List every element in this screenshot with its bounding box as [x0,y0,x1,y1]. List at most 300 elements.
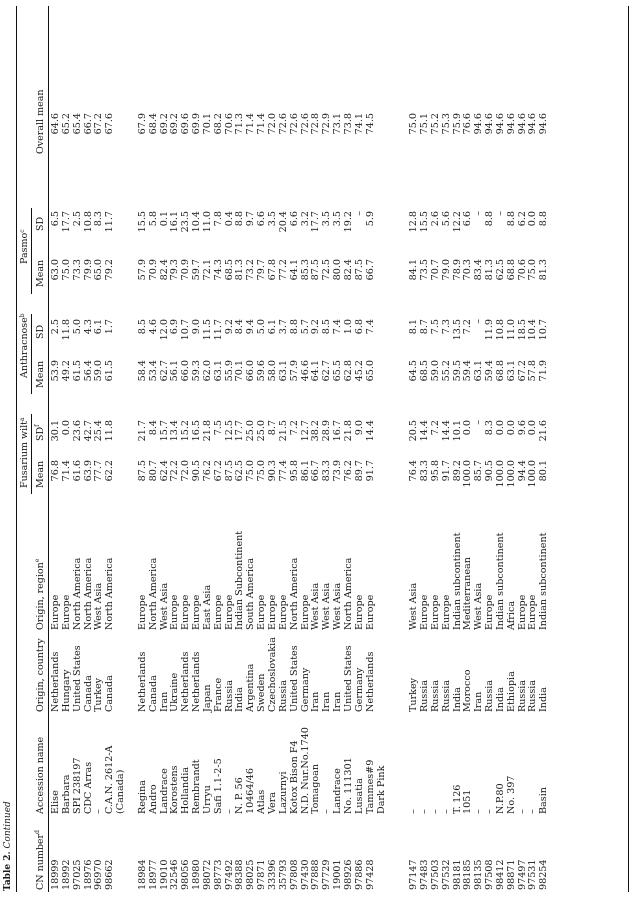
fusarium-sd-cell: 20.5 [408,420,420,442]
anthracnose-mean-cell: 63.1 [473,360,485,382]
overall-mean-cell: 75.0 [408,113,420,135]
fusarium-sd-cell: 0.0 [462,420,474,436]
accession-name-cell: – [516,809,528,814]
table-row [431,0,442,900]
fusarium-mean-cell: 76.8 [50,460,61,482]
origin-region-cell: Europe [50,594,61,630]
cn-number-cell: 97430 [299,859,311,890]
cn-number-cell: 18980 [191,859,202,890]
origin-country-cell: Turkey [408,677,420,712]
accession-name-cell: – [223,809,235,814]
anthracnose-mean-header: Mean [35,360,46,388]
pasmo-mean-cell: 79.0 [440,259,452,281]
overall-mean-cell: 71.4 [256,113,268,135]
fusarium-mean-cell: 89.2 [451,460,463,482]
overall-mean-cell: 71.3 [234,113,246,135]
origin-region-cell: West Asia [93,582,105,630]
anthracnose-mean-cell: 59.3 [191,360,202,382]
origin-region-cell: Europe [516,594,528,630]
anthracnose-sd-cell: 12.0 [158,319,170,341]
accession-name-cell: Landrace [332,768,344,814]
origin-region-cell: North America [288,557,300,630]
cn-number-cell: 33396 [267,859,278,890]
anthracnose-mean-cell: 59.5 [451,360,463,382]
origin-region-cell: Indian Subcontinent [234,530,246,630]
pasmo-sd-cell: 15.5 [136,211,148,233]
pasmo-mean-cell: 75.0 [60,259,72,281]
pasmo-sd-cell: 7.8 [212,211,224,227]
pasmo-sd-cell: 0.1 [158,211,170,227]
table-row [268,0,279,900]
origin-region-cell: West Asia [158,582,170,630]
anthracnose-sd-cell: 8.7 [418,319,430,335]
origin-country-cell: France [212,677,224,712]
fusarium-mean-cell: 87.5 [136,460,148,482]
overall-mean-cell: 75.2 [429,113,441,135]
pasmo-sd-cell: 2.5 [71,211,83,227]
origin-region-cell: North America [147,557,159,630]
anthracnose-mean-cell: 62.7 [158,360,170,382]
fusarium-mean-cell: 62.5 [234,460,246,482]
overall-mean-cell: 65.4 [71,113,83,135]
top-rule [16,6,17,892]
origin-region-cell: West Asia [321,582,333,630]
pasmo-mean-cell: 70.3 [462,259,474,281]
origin-region-cell: Indian subcontinent [451,532,463,630]
origin-region-cell: South America [245,557,257,630]
origin-country-cell: Netherlands [136,651,148,712]
origin-country-cell: Russia [516,679,528,712]
cn-number-cell: 97729 [321,859,333,890]
pasmo-sd-cell: 8.3 [93,211,105,227]
origin-country-cell: Russia [223,679,235,712]
fusarium-mean-cell: 62.2 [104,460,116,482]
fusarium-sd-cell: 12.5 [223,420,235,442]
fusarium-sd-cell: 16.5 [191,420,202,442]
pasmo-sd-cell: 23.5 [180,211,192,233]
origin-country-cell: Germany [353,667,365,712]
table-row [225,0,236,900]
pasmo-sd-cell: 10.4 [191,211,202,233]
fusarium-mean-cell: 83.3 [418,460,430,482]
origin-region-cell: West Asia [473,582,485,630]
origin-country-cell: Japan [201,684,213,712]
overall-mean-cell: 94.6 [473,113,485,135]
accession-name-cell: Korostens [169,765,181,814]
origin-country-cell: United States [288,645,300,712]
anthracnose-mean-cell: 70.1 [234,360,246,382]
pasmo-mean-cell: 68.8 [505,259,517,281]
anthracnose-sd-cell: 6.1 [267,319,278,335]
fusarium-sd-cell: 15.7 [158,420,170,442]
anthracnose-mean-cell: 68.8 [494,360,506,382]
cn-number-cell: 98185 [462,859,474,890]
pasmo-sd-header: SD [35,216,46,231]
overall-mean-cell: 72.6 [299,113,311,135]
pasmo-group-header: Pasmo$^c$ [19,229,30,264]
overall-mean-cell: 69.2 [158,113,170,135]
accession-name-cell: – [321,809,333,814]
fusarium-sd-cell: 21.6 [538,420,550,442]
overall-mean-cell: 67.9 [136,113,148,135]
overall-mean-cell: 65.2 [60,113,72,135]
origin-region-cell: Europe [212,594,224,630]
accession-name-cell: (Canada) [115,769,127,814]
origin-region-cell: Europe [484,594,495,630]
table-row [463,0,474,900]
table-row [322,0,333,900]
pasmo-sd-cell: 10.8 [82,211,94,233]
cn-number-cell: 18976 [82,859,94,890]
anthracnose-sd-cell: 6.9 [169,319,181,335]
pasmo-sd-cell: – [473,211,485,216]
overall-mean-cell: 69.9 [191,113,202,135]
anthracnose-sd-cell: 10.8 [494,319,506,341]
fusarium-mean-cell: 66.7 [310,460,322,482]
table-caption-text: Continued [3,801,13,849]
origin-region-header: Origin, region$^e$ [34,558,46,630]
accession-name-cell: Landrace [158,768,170,814]
overall-mean-cell: 68.4 [147,113,159,135]
table-row [507,0,518,900]
overall-mean-cell: 74.5 [364,113,376,135]
fusarium-mean-cell: 95.8 [429,460,441,482]
anthracnose-sd-cell: 8.5 [136,319,148,335]
origin-country-cell: United States [71,645,83,712]
pasmo-mean-cell: 87.5 [310,259,322,281]
accession-name-cell: Lazurnyi [277,771,289,814]
anthracnose-mean-cell: 64.5 [408,360,420,382]
pasmo-mean-cell: 75.0 [527,259,539,281]
anthracnose-mean-cell: 63.1 [212,360,224,382]
origin-country-cell: Russia [484,679,495,712]
accession-name-cell: Tammes#9 [364,759,376,814]
anthracnose-sd-cell: 1.0 [343,319,354,335]
origin-region-cell: Europe [429,594,441,630]
fusarium-sd-cell: 23.6 [71,420,83,442]
table-row [311,0,322,900]
anthracnose-mean-cell: 55.9 [223,360,235,382]
cn-number-cell: 18992 [60,859,72,890]
anthracnose-sd-cell: 11.9 [484,319,495,341]
pasmo-sd-cell: 16.1 [169,211,181,233]
fusarium-mean-cell: 87.5 [223,460,235,482]
overall-mean-cell: 94.6 [494,113,506,135]
fusarium-mean-cell: 72.2 [169,460,181,482]
accession-name-cell: N.P.80 [494,783,506,814]
origin-country-cell: Netherlands [364,651,376,712]
anthracnose-mean-cell: 57.9 [288,360,300,382]
origin-country-cell: Canada [147,675,159,712]
fusarium-sd-cell: 7.2 [288,420,300,436]
anthracnose-sd-cell: 9.2 [310,319,322,335]
accession-name-cell: – [527,809,539,814]
table-row [453,0,464,900]
fusarium-sd-cell: 11.8 [104,420,116,442]
pasmo-mean-cell: 79.2 [104,259,116,281]
fusarium-mean-cell: 71.4 [60,460,72,482]
origin-country-cell: United States [343,645,354,712]
accession-name-cell: CDC Arras [82,761,94,814]
accession-name-cell: – [473,809,485,814]
cn-number-cell: 97025 [71,859,83,890]
accession-name-cell: – [440,809,452,814]
anthracnose-sd-cell: 11.5 [201,319,213,341]
anthracnose-mean-cell: 62.8 [343,360,354,382]
accession-name-cell: Regina [136,779,148,814]
fusarium-subrule [31,414,32,494]
origin-country-header: Origin, country [35,638,46,712]
fusarium-mean-header: Mean [35,460,46,488]
fusarium-sd-cell: 7.2 [429,420,441,436]
anthracnose-sd-cell: 13.5 [451,319,463,341]
anthracnose-mean-cell: 57.8 [527,360,539,382]
fusarium-mean-cell: 90.3 [267,460,278,482]
anthracnose-mean-cell: 62.7 [321,360,333,382]
origin-region-cell: Europe [169,594,181,630]
table-row [442,0,453,900]
fusarium-mean-cell: 86.1 [299,460,311,482]
cn-number-cell: 18977 [147,859,159,890]
pasmo-mean-cell: 79.9 [82,259,94,281]
cn-number-cell: 97428 [364,859,376,890]
table-row [474,0,485,900]
anthracnose-sd-cell: 9.0 [191,319,202,335]
overall-mean-cell: 64.6 [50,113,61,135]
origin-country-cell: Russia [418,679,430,712]
origin-region-cell: West Asia [332,582,344,630]
table-row [279,0,290,900]
fusarium-mean-cell: 80.1 [538,460,550,482]
anthracnose-sd-cell: 1.7 [104,319,116,335]
origin-region-cell: West Asia [310,582,322,630]
origin-region-cell: Europe [223,594,235,630]
origin-country-cell: Czechoslovakia [267,637,278,712]
fusarium-sd-cell: 13.4 [169,420,181,442]
fusarium-sd-cell: 28.9 [321,420,333,442]
origin-region-cell: Europe [418,594,430,630]
header-bottom-rule [48,6,49,892]
anthracnose-mean-cell: 59.4 [462,360,474,382]
anthracnose-sd-cell: 7.4 [364,319,376,335]
pasmo-mean-cell: 66.7 [364,259,376,281]
anthracnose-sd-cell: 8.1 [408,319,420,335]
accession-name-cell: No. 111301 [343,757,354,814]
anthracnose-mean-cell: 46.6 [299,360,311,382]
table-row [51,0,62,900]
table-row [257,0,268,900]
pasmo-sd-cell: 12.8 [408,211,420,233]
origin-country-cell: Morocco [462,669,474,712]
anthracnose-mean-cell: 58.4 [136,360,148,382]
origin-region-cell: Indian subcontinent [538,532,550,630]
table-row [366,0,377,900]
table-row [84,0,95,900]
pasmo-sd-cell: – [494,211,506,216]
accession-name-cell: No. 397 [505,775,517,814]
pasmo-mean-cell: 87.5 [353,259,365,281]
fusarium-sd-cell: 30.1 [50,420,61,442]
pasmo-sd-cell: 6.2 [516,211,528,227]
pasmo-sd-cell: 3.2 [299,211,311,227]
table-row [73,0,84,900]
bottom-rule [628,6,629,892]
pasmo-mean-header: Mean [35,259,46,287]
anthracnose-sd-cell: 11.0 [505,319,517,341]
pasmo-mean-cell: 73.3 [71,259,83,281]
anthracnose-sd-cell: 7.3 [440,319,452,335]
pasmo-mean-cell: 81.3 [538,259,550,281]
origin-country-cell: Iran [332,691,344,712]
pasmo-sd-cell: 6.6 [462,211,474,227]
table-row [290,0,301,900]
table-row [235,0,246,900]
accession-name-cell: Hollandia [180,766,192,814]
pasmo-sd-cell: 5.6 [440,211,452,227]
pasmo-sd-cell: 11.0 [201,211,213,233]
accession-name-cell: Barbara [60,774,72,814]
overall-mean-cell: 72.6 [277,113,289,135]
table-row [377,0,388,900]
cn-number-cell: 97532 [440,859,452,890]
anthracnose-mean-cell: 55.2 [440,360,452,382]
pasmo-sd-cell: 8.8 [538,211,550,227]
cn-number-cell: 98871 [505,859,517,890]
fusarium-sd-cell: 25.0 [256,420,268,442]
origin-region-cell: Europe [440,594,452,630]
overall-mean-cell: 69.6 [180,113,192,135]
origin-country-cell: Netherlands [191,651,202,712]
origin-region-cell: Europe [191,594,202,630]
anthracnose-mean-cell: 58.0 [267,360,278,382]
pasmo-sd-cell: 6.6 [256,211,268,227]
fusarium-mean-cell: 95.8 [288,460,300,482]
origin-region-cell: Europe [277,594,289,630]
fusarium-sd-cell: 14.4 [418,420,430,442]
origin-region-cell: Mediterranean [462,557,474,630]
anthracnose-sd-cell: 9.2 [223,319,235,335]
cn-number-cell: 32546 [169,859,181,890]
accession-name-cell: N. P. 56 [234,777,246,814]
anthracnose-mean-cell: 66.0 [180,360,192,382]
pasmo-sd-cell: – [353,211,365,216]
origin-country-cell: India [538,687,550,712]
cn-number-cell: 97531 [527,859,539,890]
overall-mean-cell: 94.6 [516,113,528,135]
pasmo-mean-cell: 72.5 [321,259,333,281]
pasmo-sd-cell: 20.4 [277,211,289,233]
accession-name-cell: N.D. Nur.No.1740 [299,727,311,814]
accession-name-cell: Lusatia [353,778,365,814]
table-row [409,0,420,900]
anthracnose-mean-cell: 45.2 [353,360,365,382]
pasmo-mean-cell: 67.8 [267,259,278,281]
anthracnose-sd-cell: 9.4 [245,319,257,335]
origin-country-cell: Canada [82,675,94,712]
anthracnose-sd-cell: 5.0 [256,319,268,335]
fusarium-sd-cell: 9.6 [516,420,528,436]
fusarium-sd-cell: 42.7 [82,420,94,442]
fusarium-mean-cell: 72.0 [180,460,192,482]
table-row [116,0,127,900]
pasmo-sd-cell: 3.5 [332,211,344,227]
cn-number-cell: 35793 [277,859,289,890]
fusarium-sd-cell: 21.8 [343,420,354,442]
pasmo-sd-cell: 2.6 [429,211,441,227]
fusarium-sd-cell: – [473,420,485,425]
cn-number-cell: 97483 [418,859,430,890]
overall-mean-cell: 76.6 [462,113,474,135]
fusarium-mean-cell: 77.7 [93,460,105,482]
origin-region-cell: Europe [256,594,268,630]
accession-name-cell: Elise [50,790,61,814]
pasmo-sd-cell: 19.2 [343,211,354,233]
pasmo-sd-cell: 3.5 [267,211,278,227]
overall-mean-cell: 94.6 [484,113,495,135]
accession-name-cell: Kotox Bison F4 [288,740,300,814]
table-row [149,0,160,900]
overall-mean-cell: 72.9 [321,113,333,135]
accession-name-cell: – [418,809,430,814]
pasmo-sd-cell: 11.7 [104,211,116,233]
anthracnose-sd-cell: 8.8 [288,319,300,335]
anthracnose-mean-cell: 62.0 [201,360,213,382]
pasmo-sd-cell: 6.5 [50,211,61,227]
anthracnose-sd-cell: 5.0 [71,319,83,335]
cn-number-cell: 97888 [310,859,322,890]
fusarium-sd-cell: 10.1 [451,420,463,442]
fusarium-group-header: Fusarium wilt$^a$ [19,417,30,488]
table-row [138,0,149,900]
anthracnose-sd-cell: 7.5 [429,319,441,335]
fusarium-sd-cell: 0.0 [60,420,72,436]
overall-mean-cell: 94.6 [538,113,550,135]
fusarium-sd-cell: 7.5 [212,420,224,436]
overall-mean-cell: 72.8 [310,113,322,135]
pasmo-mean-cell: 70.9 [180,259,192,281]
cn-number-cell: 97497 [516,859,528,890]
fusarium-mean-cell: 100.0 [527,460,539,488]
origin-country-cell: Russia [277,679,289,712]
fusarium-mean-cell: 90.5 [484,460,495,482]
origin-country-cell: Ukraine [169,672,181,712]
origin-region-cell: North America [82,557,94,630]
cn-number-cell: 98056 [180,859,192,890]
cn-number-cell: 97508 [484,859,495,890]
accession-name-cell: C.A.N. 2612-A [104,745,116,814]
origin-country-cell: Hungary [60,669,72,712]
table-row [496,0,507,900]
overall-mean-cell: 73.1 [332,113,344,135]
anthracnose-sd-cell: 3.7 [277,319,289,335]
anthracnose-sd-cell: 10.7 [180,319,192,341]
origin-region-cell: Europe [299,594,311,630]
cn-number-cell: 18984 [136,859,148,890]
overall-mean-cell: 66.7 [82,113,94,135]
fusarium-sd-cell: 0.0 [505,420,517,436]
overall-mean-cell: 69.2 [169,113,181,135]
accession-name-cell: Dark Pink [375,765,387,814]
cn-number-cell: 19010 [158,859,170,890]
overall-mean-cell: 73.8 [343,113,354,135]
fusarium-sd-cell: 0.0 [494,420,506,436]
pasmo-mean-cell: 59.7 [191,259,202,281]
origin-country-cell: Sweden [256,673,268,712]
origin-country-cell: India [234,687,246,712]
overall-mean-cell: 74.1 [353,113,365,135]
pasmo-mean-cell: 79.3 [169,259,181,281]
fusarium-mean-cell: 100.0 [494,460,506,488]
